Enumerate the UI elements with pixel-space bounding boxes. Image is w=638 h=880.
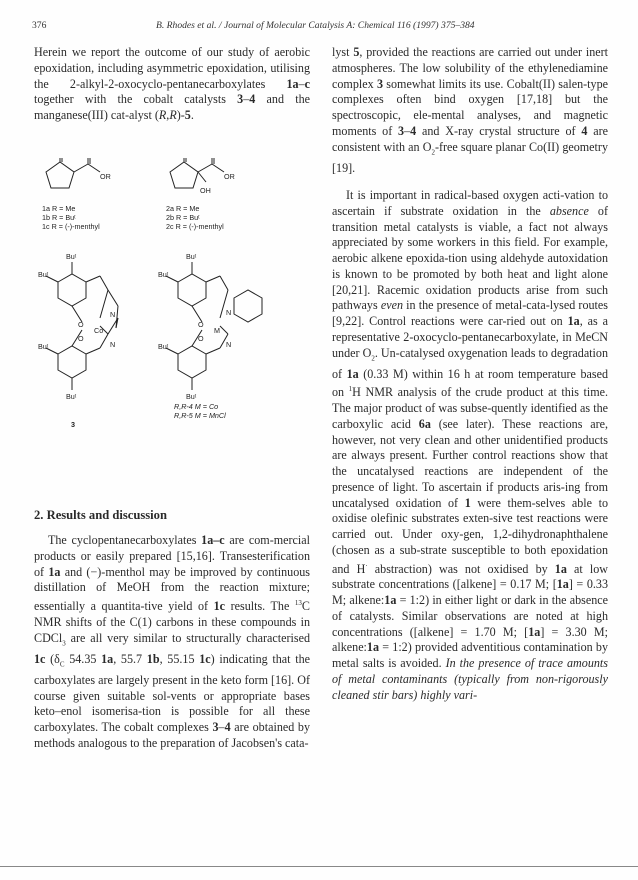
right-paragraph-1: lyst 5, provided the reactions are carried out under inert atmospheres. The low solubility of the ethylenediamine complex 3 somewhat limits its use. Cobalt(II) salen-type complexes often bind oxygen [17,18] but the spectroscopic, ele-mental analyses, and magnetic moments of 3–4 and X-ray crystal structure of 4 are consistent with an $O_2$-free square planar Co(II) geometry [19]. [332, 45, 609, 175]
compound-4-label: R,R-4 M = Co [174, 402, 219, 411]
nitrogen-label: N [110, 340, 116, 349]
oxygen-label: O [78, 334, 84, 343]
but-label: Buᵗ [66, 392, 77, 401]
cobalt-label: Co [94, 326, 104, 335]
series-2-b: 2b R = Buᵗ [166, 213, 200, 222]
oxygen-label: O [198, 334, 204, 343]
right-paragraph-2: It is important in radical-based oxygen acti-vation to ascertain if substrate oxidation in the absence of transition metal catalysts is viable, a fact not always appreciated by some workers in this field. For example, aerobic alkene epoxida-tion using aldehyde autoxidation is known to be promoted by both heat and light alone [20,21]. Racemic oxidation products arise from such pathways even in the presence of metal-cata-lysed routes [9,22]. Control reactions were car-ried out on 1a, as a representative 2-oxocyclo-pentanecarboxylate, in MeCN under $O_2$. Un-catalysed oxygenation leads to degradation of 1a (0.33 M) within 16 h at room temperature based on $^1$H NMR analysis of the crude product at this time. The major product of was subse-quently identified as the carboxylic acid 6a (see later). These reactions are, however, not very clean and other unidentified products are always present. Further control reactions show that the uncatalysed reactions are independent of the presence of light. To ascertain if products aris-ing from uncatalysed oxidation of 1 were them-selves able to oxidise olefinic substrates exten-sive test reactions were carried out. Under oxy-gen, 1,2-dihydronaphthalene (chosen as a sub-strate susceptible to both epoxidation and H· abstraction) was not oxidised by 1a at low substrate concentrations ([alkene] = 0.17 M; [1a] = 0.33 M; alkene:1a = 1:2) in either light or dark in the absence of catalysts. Similar observations are noted at high concentrations ([alkene] = 1.70 M; [1a] = 3.30 M; alkene:1a = 1:2) provided adventitious contamination by metal salts is avoided. In the presence of trace amounts of metal contaminants (typically from non-rigorously cleaned stir bars) highly vari- [332, 188, 609, 702]
series-1-c: 1c R = (-)-menthyl [42, 222, 100, 231]
oxygen-label: O [198, 320, 204, 329]
but-label: Buᵗ [158, 270, 169, 279]
hydroxy-label: OH [200, 186, 211, 195]
compound-5-label: R,R-5 M = MnCl [174, 411, 226, 420]
running-header [32, 20, 610, 34]
structures-drawing [38, 158, 288, 488]
page-number: 376 [32, 20, 47, 31]
journal-citation: B. Rhodes et al. / Journal of Molecular Catalysis A: Chemical 116 (1997) 375–384 [156, 20, 475, 31]
series-1-b: 1b R = Buᵗ [42, 213, 76, 222]
metal-label: M [214, 326, 220, 335]
but-label: Buᵗ [186, 252, 197, 261]
section-heading: 2. Results and discussion [34, 508, 167, 522]
chemical-structures-figure [38, 158, 288, 488]
nitrogen-label: N [110, 310, 116, 319]
results-paragraph: The cyclopentanecarboxylates 1a–c are com-mercial products or easily prepared [15,16]. Transesterification of 1a and (−)-menthol may be improved by continuous distillation of MeOH from the reaction mixture; essentially a quantita-tive yield of 1c results. The $^{13}$C NMR shifts of the C(1) carbons in these compounds in CDCl$_3$ are all very similar to structurally characterised 1c ($\delta_C$ 54.35 1a, 55.7 1b, 55.15 1c) indicating that the carboxylates are largely present in the keto form [16]. Of course given suitable sol-vents or appropriate bases keto–enol isomerisa-tion is possible for all these carboxylates. The cobalt complexes 3–4 are obtained by methods analogous to the preparation of Jacobsen's cata- [34, 533, 311, 750]
compound-3-label: 3 [71, 420, 75, 429]
but-label: Buᵗ [38, 342, 49, 351]
ester-or-label-2: OR [224, 172, 235, 181]
nitrogen-label: N [226, 340, 232, 349]
structure-2 [170, 158, 224, 188]
ester-or-label: OR [100, 172, 111, 181]
but-label: Buᵗ [66, 252, 77, 261]
series-1-a: 1a R = Me [42, 204, 76, 213]
oxygen-label: O [78, 320, 84, 329]
series-2-c: 2c R = (-)-menthyl [166, 222, 224, 231]
but-label: Buᵗ [186, 392, 197, 401]
but-label: Buᵗ [158, 342, 169, 351]
structure-1 [46, 158, 100, 188]
series-2-a: 2a R = Me [166, 204, 200, 213]
page-bottom-rule [0, 866, 638, 867]
but-label: Buᵗ [38, 270, 49, 279]
intro-paragraph: Herein we report the outcome of our study of aerobic epoxidation, including asymmetric epoxidation, utilising the 2-alkyl-2-oxocyclo-pentanecarboxylates 1a–c together with the cobalt catalysts 3–4 and the manganese(III) cat-alyst (R,R)-5. [34, 45, 310, 122]
nitrogen-label: N [226, 308, 232, 317]
